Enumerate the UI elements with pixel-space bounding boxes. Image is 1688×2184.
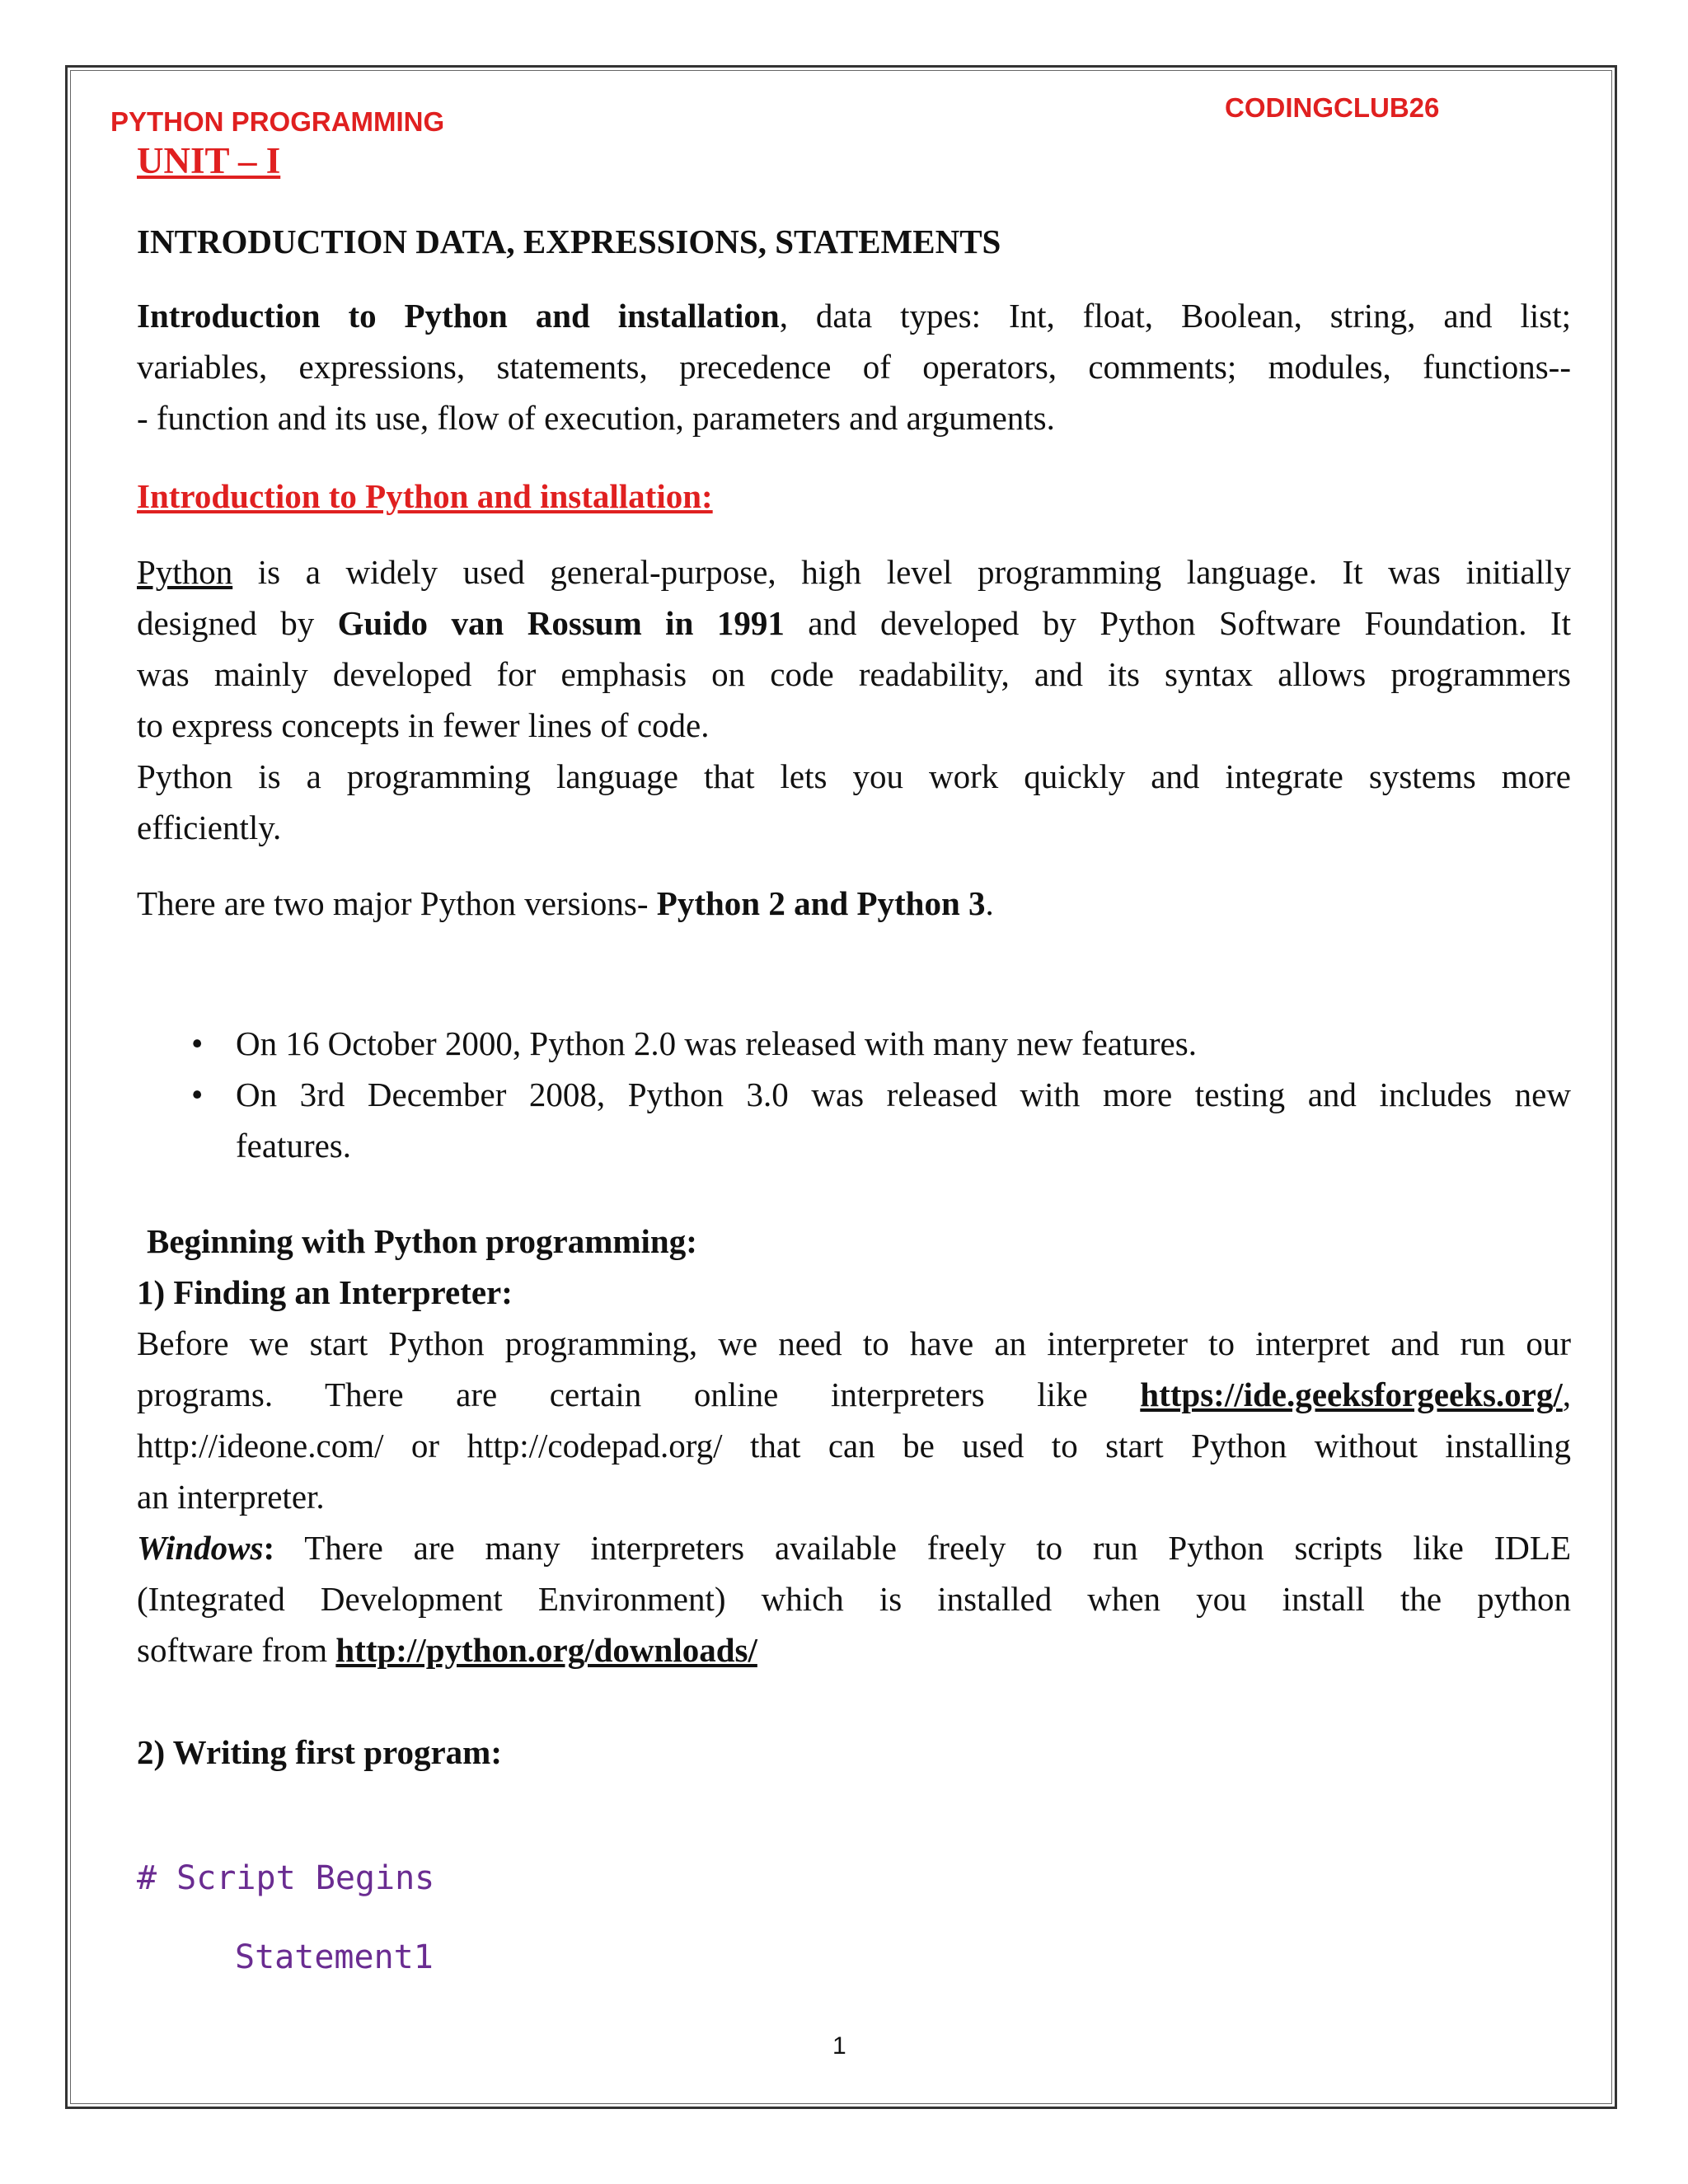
page-number: 1 xyxy=(832,2032,846,2060)
guido-highlight: Guido van Rossum in 1991 xyxy=(337,604,785,642)
beginning-heading: Beginning with Python programming: xyxy=(147,1222,697,1260)
section-title: INTRODUCTION DATA, EXPRESSIONS, STATEMENTS xyxy=(137,223,1001,260)
windows-colon: : xyxy=(263,1529,275,1567)
step1-line-2 xyxy=(137,1369,1571,1420)
bullet-icon: • xyxy=(191,1076,204,1113)
list-item xyxy=(137,1018,1571,1069)
step2-heading: 2) Writing first program: xyxy=(137,1733,502,1771)
list-item xyxy=(137,1069,1571,1120)
intro-p2-line-2: efficiently. xyxy=(137,808,282,846)
python-word: Python xyxy=(137,553,233,591)
versions-post: . xyxy=(985,884,994,922)
intro-line-4: to express concepts in fewer lines of code. xyxy=(137,706,710,744)
release-bullet-list xyxy=(137,1018,1571,1171)
bullet-icon: • xyxy=(191,1024,204,1062)
windows-line-1 xyxy=(137,1522,1571,1573)
intro-line-3: was mainly developed for emphasis on code readability, and its syntax allows programmers xyxy=(137,655,1571,693)
intro-line-2-pre: designed by xyxy=(137,604,338,642)
syllabus-line-1 xyxy=(137,290,1571,341)
list-item-text: On 16 October 2000, Python 2.0 was released with many new features. xyxy=(236,1024,1197,1062)
list-item-text: On 3rd December 2008, Python 3.0 was released with more testing and includes new xyxy=(236,1076,1571,1113)
step1-line-1: Before we start Python programming, we need to have an interpreter to interpret and run our xyxy=(137,1324,1571,1362)
unit-title: UNIT – I xyxy=(137,140,281,181)
intro-heading: Introduction to Python and installation: xyxy=(137,477,713,515)
header-left: PYTHON PROGRAMMING xyxy=(110,106,445,137)
intro-line-2-post: and developed by Python Software Foundation. It xyxy=(784,604,1571,642)
code-line-statement: Statement1 xyxy=(235,1938,434,1976)
intro-line-1-text: is a widely used general-purpose, high level programming language. It was initially xyxy=(232,553,1571,591)
windows-line-3-pre: software from xyxy=(137,1631,336,1669)
syllabus-line-2: variables, expressions, statements, precedence of operators, comments; modules, functions-- xyxy=(137,348,1571,386)
syllabus-bold-lead: Introduction to Python and installation xyxy=(137,297,780,335)
versions-bold: Python 2 and Python 3 xyxy=(656,884,986,922)
syllabus-line-1-rest: , data types: Int, float, Boolean, string, and list; xyxy=(779,297,1571,335)
python-downloads-link[interactable]: http://python.org/downloads/ xyxy=(335,1631,757,1669)
step1-line-3: http://ideone.com/ or http://codepad.org/ that can be used to start Python without installing xyxy=(137,1427,1571,1465)
intro-line-1 xyxy=(137,546,1571,598)
step1-heading: 1) Finding an Interpreter: xyxy=(137,1273,513,1311)
step1-line-4: an interpreter. xyxy=(137,1478,325,1516)
versions-sentence xyxy=(137,878,1571,929)
step1-line-2-pre: programs. There are certain online interpreters like xyxy=(137,1376,1141,1413)
windows-line-3 xyxy=(137,1624,1571,1675)
step1-line-2-post: , xyxy=(1562,1376,1571,1413)
code-line-comment: # Script Begins xyxy=(137,1859,435,1897)
windows-line-2: (Integrated Development Environment) which is installed when you install the python xyxy=(137,1580,1571,1618)
windows-label: Windows xyxy=(137,1529,264,1567)
list-item-text: features. xyxy=(236,1127,351,1165)
intro-p2-line-1: Python is a programming language that lets you work quickly and integrate systems more xyxy=(137,757,1571,795)
header-right: CODINGCLUB26 xyxy=(1225,92,1440,123)
geeksforgeeks-link[interactable]: https://ide.geeksforgeeks.org/ xyxy=(1140,1376,1563,1413)
list-item-continuation xyxy=(137,1120,1571,1171)
intro-line-2 xyxy=(137,598,1571,649)
versions-pre: There are two major Python versions- xyxy=(137,884,657,922)
windows-line-1-text: There are many interpreters available freely to run Python scripts like IDLE xyxy=(274,1529,1571,1567)
syllabus-line-3: - function and its use, flow of execution, parameters and arguments. xyxy=(137,399,1055,437)
